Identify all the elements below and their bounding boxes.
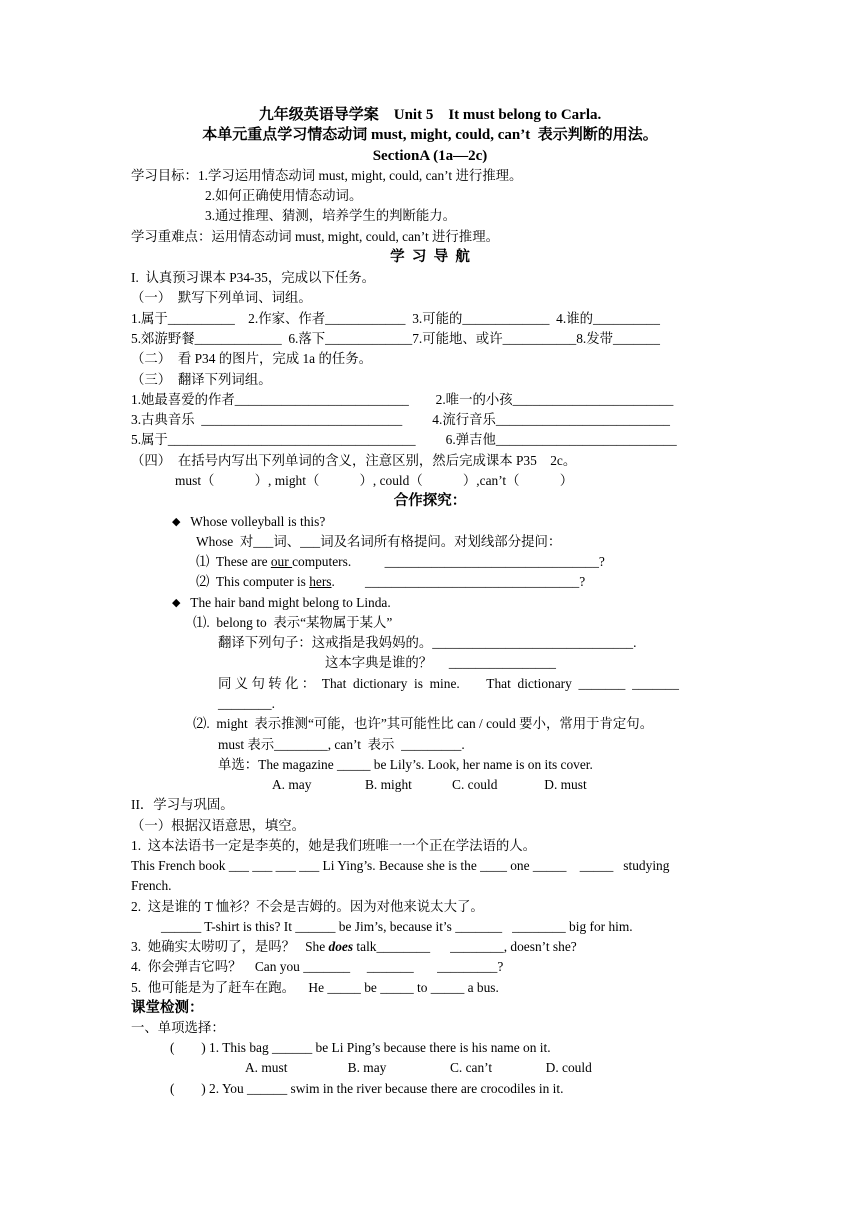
section-label: SectionA (1a—2c) (372, 148, 488, 164)
modals-line: must（ ）, might（ ）, could（ ）,can’t（ ） (175, 473, 574, 488)
q2-point-2-b: 单选：The magazine _____ be Lily’s. Look, her name is on its cover. (218, 757, 593, 772)
doc-title: 九年级英语导学案 Unit 5 It must belong to Carla. (258, 107, 602, 123)
phrase-line-1: 1.她最喜爱的作者__________________________ 2.唯一的小孩________________________ (131, 392, 674, 407)
sub3-heading: （三） 翻译下列词组。 (131, 372, 272, 387)
check-q1-options: A. must B. may C. can’t D. could (245, 1060, 592, 1075)
sub4-heading: （四） 在括号内写出下列单词的含义，注意区别，然后完成课本 P35 2c。 (131, 453, 577, 468)
sentence-4: 4. 你会弹吉它吗？ Can you _______ _______ _________? (131, 959, 504, 974)
sentence-2-cn: 2. 这是谁的 T 恤衫？不会是吉姆的。因为对他来说太大了。 (131, 899, 484, 914)
sentence-2-en: ______ T-shirt is this? It ______ be Jim’s, because it’s _______ ________ big for him. (161, 919, 633, 934)
phrase-line-2: 3.古典音乐 ______________________________ 4.流行音乐__________________________ (131, 412, 670, 427)
q1-ex2-text: ⑵ This computer is (196, 574, 310, 589)
check-q2: ( ) 2. You ______ swim in the river because there are crocodiles in it. (170, 1081, 564, 1096)
q1-ex1-blank: computers. ________________________________? (292, 554, 605, 569)
q1-ex2-blank: . ________________________________? (331, 574, 586, 589)
explore-heading: 合作探究： (393, 493, 467, 509)
sentence-1-cn: 1. 这本法语书一定是李英的，她是我们班唯一一个正在学法语的人。 (131, 838, 537, 853)
part1-heading: I. 认真预习课本 P34-35，完成以下任务。 (131, 270, 376, 285)
q2-title: The hair band might belong to Linda. (190, 595, 391, 610)
q2-point-1: ⑴. belong to 表示“某物属于某人” (193, 615, 393, 630)
sentence-3-blank: talk________ ________, doesn’t she? (353, 939, 577, 954)
sentence-5: 5. 他可能是为了赶车在跑。 He _____ be _____ to _____ a bus. (131, 980, 499, 995)
doc-subtitle: 本单元重点学习情态动词 must, might, could, can’t 表示判断的用法。 (202, 127, 658, 143)
goal-line-3: 3.通过推理、猜测，培养学生的判断能力。 (205, 208, 457, 223)
difficulty-line: 学习重难点：运用情态动词 must, might, could, can’t 进行推理。 (131, 229, 499, 244)
practice-heading: II．学习与巩固。 (131, 797, 234, 812)
sub2-heading: （二） 看 P34 的图片，完成 1a 的任务。 (131, 351, 373, 366)
sentence-3 (131, 937, 577, 957)
q1-ex1-text: ⑴ These are (196, 554, 271, 569)
words-line-2: 5.郊游野餐_____________ 6.落下_____________7.可能地、或许___________8.发带_______ (131, 331, 660, 346)
goal-line-2: 2.如何正确使用情态动词。 (205, 188, 363, 203)
check-q1: ( ) 1. This bag ______ be Li Ping’s because there is his name on it. (170, 1040, 551, 1055)
q1-example-2 (196, 572, 585, 592)
q2-point-1-d: ________. (218, 696, 275, 711)
q1-ex1-underlined: our (270, 554, 293, 569)
q1-ex2-underlined: hers (309, 574, 332, 589)
explore-item-1 (172, 512, 325, 533)
sub1-heading: （一） 默写下列单词、词组。 (131, 290, 312, 305)
diamond-bullet-icon: ◆ (172, 597, 181, 609)
q2-point-1-a: 翻译下列句子：这戒指是我妈妈的。______________________________. (218, 635, 637, 650)
q2-point-2-options: A. may B. might C. could D. must (272, 777, 587, 792)
sentence-3-emphasis: does (328, 939, 354, 954)
q2-point-1-b: 这本字典是谁的？ ________________ (325, 655, 556, 670)
q2-point-1-c: 同 义 句 转 化 ： That dictionary is mine. That dictionary _______ _______ (218, 676, 679, 691)
q1-title: Whose volleyball is this? (190, 514, 326, 529)
goal-line-1: 学习目标：1.学习运用情态动词 must, might, could, can’t 进行推理。 (131, 168, 523, 183)
explore-item-2 (172, 593, 391, 614)
sentence-3-text: 3. 她确实太唠叨了，是吗？ She (131, 939, 329, 954)
sentence-1-en: This French book ___ ___ ___ ___ Li Ying’s. Because she is the ____ one _____ _____ studying (131, 858, 670, 873)
guide-heading: 学 习 导 航 (390, 249, 470, 265)
phrase-line-3: 5.属于_____________________________________ 6.弹吉他___________________________ (131, 432, 677, 447)
words-line-1: 1.属于__________ 2.作家、作者____________ 3.可能的_____________ 4.谁的__________ (131, 311, 660, 326)
q2-point-2: ⑵. might 表示推测“可能，也许”其可能性比 can / could 要小，常用于肯定句。 (193, 716, 654, 731)
q1-desc: Whose 对___词、___词及名词所有格提问。对划线部分提问： (196, 534, 562, 549)
q1-example-1 (196, 552, 605, 572)
check-sub1: 一、单项选择： (131, 1020, 225, 1035)
practice-sub1: （一）根据汉语意思，填空。 (131, 818, 306, 833)
check-heading: 课堂检测： (131, 1000, 204, 1016)
q2-point-2-a: must 表示________, can’t 表示 _________. (218, 737, 465, 752)
diamond-bullet-icon: ◆ (172, 516, 181, 528)
sentence-1-en-cont: French. (131, 878, 172, 893)
